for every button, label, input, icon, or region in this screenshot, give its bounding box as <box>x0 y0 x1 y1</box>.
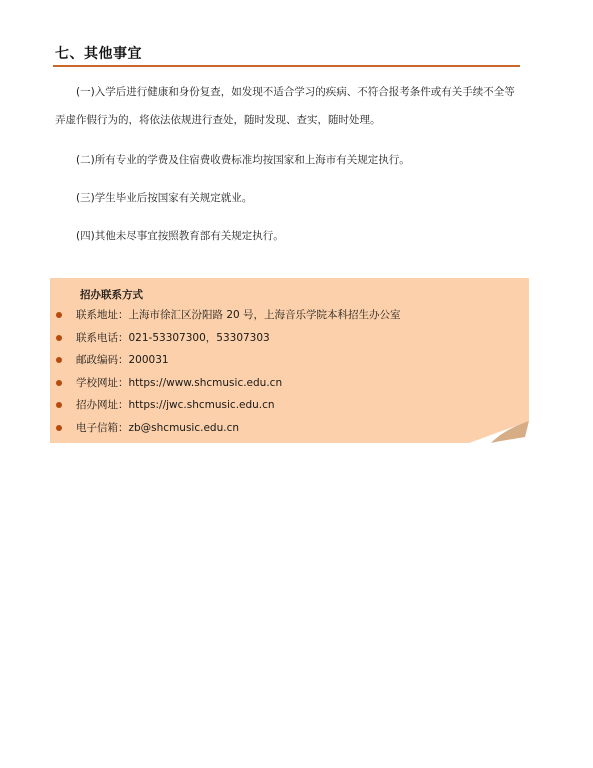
bullet-icon <box>56 402 62 408</box>
email-link[interactable]: 电子信箱：zb@shcmusic.edu.cn <box>76 421 240 434</box>
bullet-icon <box>56 335 62 341</box>
paragraph-3: (三)学生毕业后按国家有关规定就业。 <box>76 192 253 204</box>
admissions-website-link[interactable]: 招办网址：https://jwc.shcmusic.edu.cn <box>76 399 275 411</box>
paragraph-2: (二)所有专业的学费及住宿费收费标准均按国家和上海市有关规定执行。 <box>76 154 410 166</box>
bullet-icon <box>56 357 62 363</box>
contact-list <box>50 304 401 439</box>
section-title: 七、其他事宜 <box>55 46 142 62</box>
school-website-link[interactable]: 学校网址：https://www.shcmusic.edu.cn <box>76 376 283 389</box>
contact-title: 招办联系方式 <box>80 289 143 301</box>
contact-item-school-website[interactable] <box>50 372 401 395</box>
contact-item-admissions-website[interactable] <box>50 394 401 417</box>
title-divider <box>53 65 520 67</box>
contact-item-email[interactable] <box>50 417 401 440</box>
page-curl-icon <box>469 421 529 443</box>
contact-item-postcode <box>50 349 401 372</box>
contact-text: 邮政编码：200031 <box>76 354 169 366</box>
paragraph-4: (四)其他未尽事宜按照教育部有关规定执行。 <box>76 230 284 242</box>
bullet-icon <box>56 425 62 431</box>
paragraph-1: (一)入学后进行健康和身份复查，如发现不适合学习的疾病、不符合报考条件或有关手续不全等弄虚作假行为的，将依法依规进行查处，随时发现、查实，随时处理。 <box>55 86 515 126</box>
bullet-icon <box>56 312 62 318</box>
contact-text: 联系地址：上海市徐汇区汾阳路 20 号，上海音乐学院本科招生办公室 <box>76 309 401 321</box>
contact-item-phone <box>50 327 401 350</box>
bullet-icon <box>56 380 62 386</box>
contact-box <box>50 278 529 443</box>
contact-item-address <box>50 304 401 327</box>
contact-text: 联系电话：021-53307300，53307303 <box>76 331 270 344</box>
